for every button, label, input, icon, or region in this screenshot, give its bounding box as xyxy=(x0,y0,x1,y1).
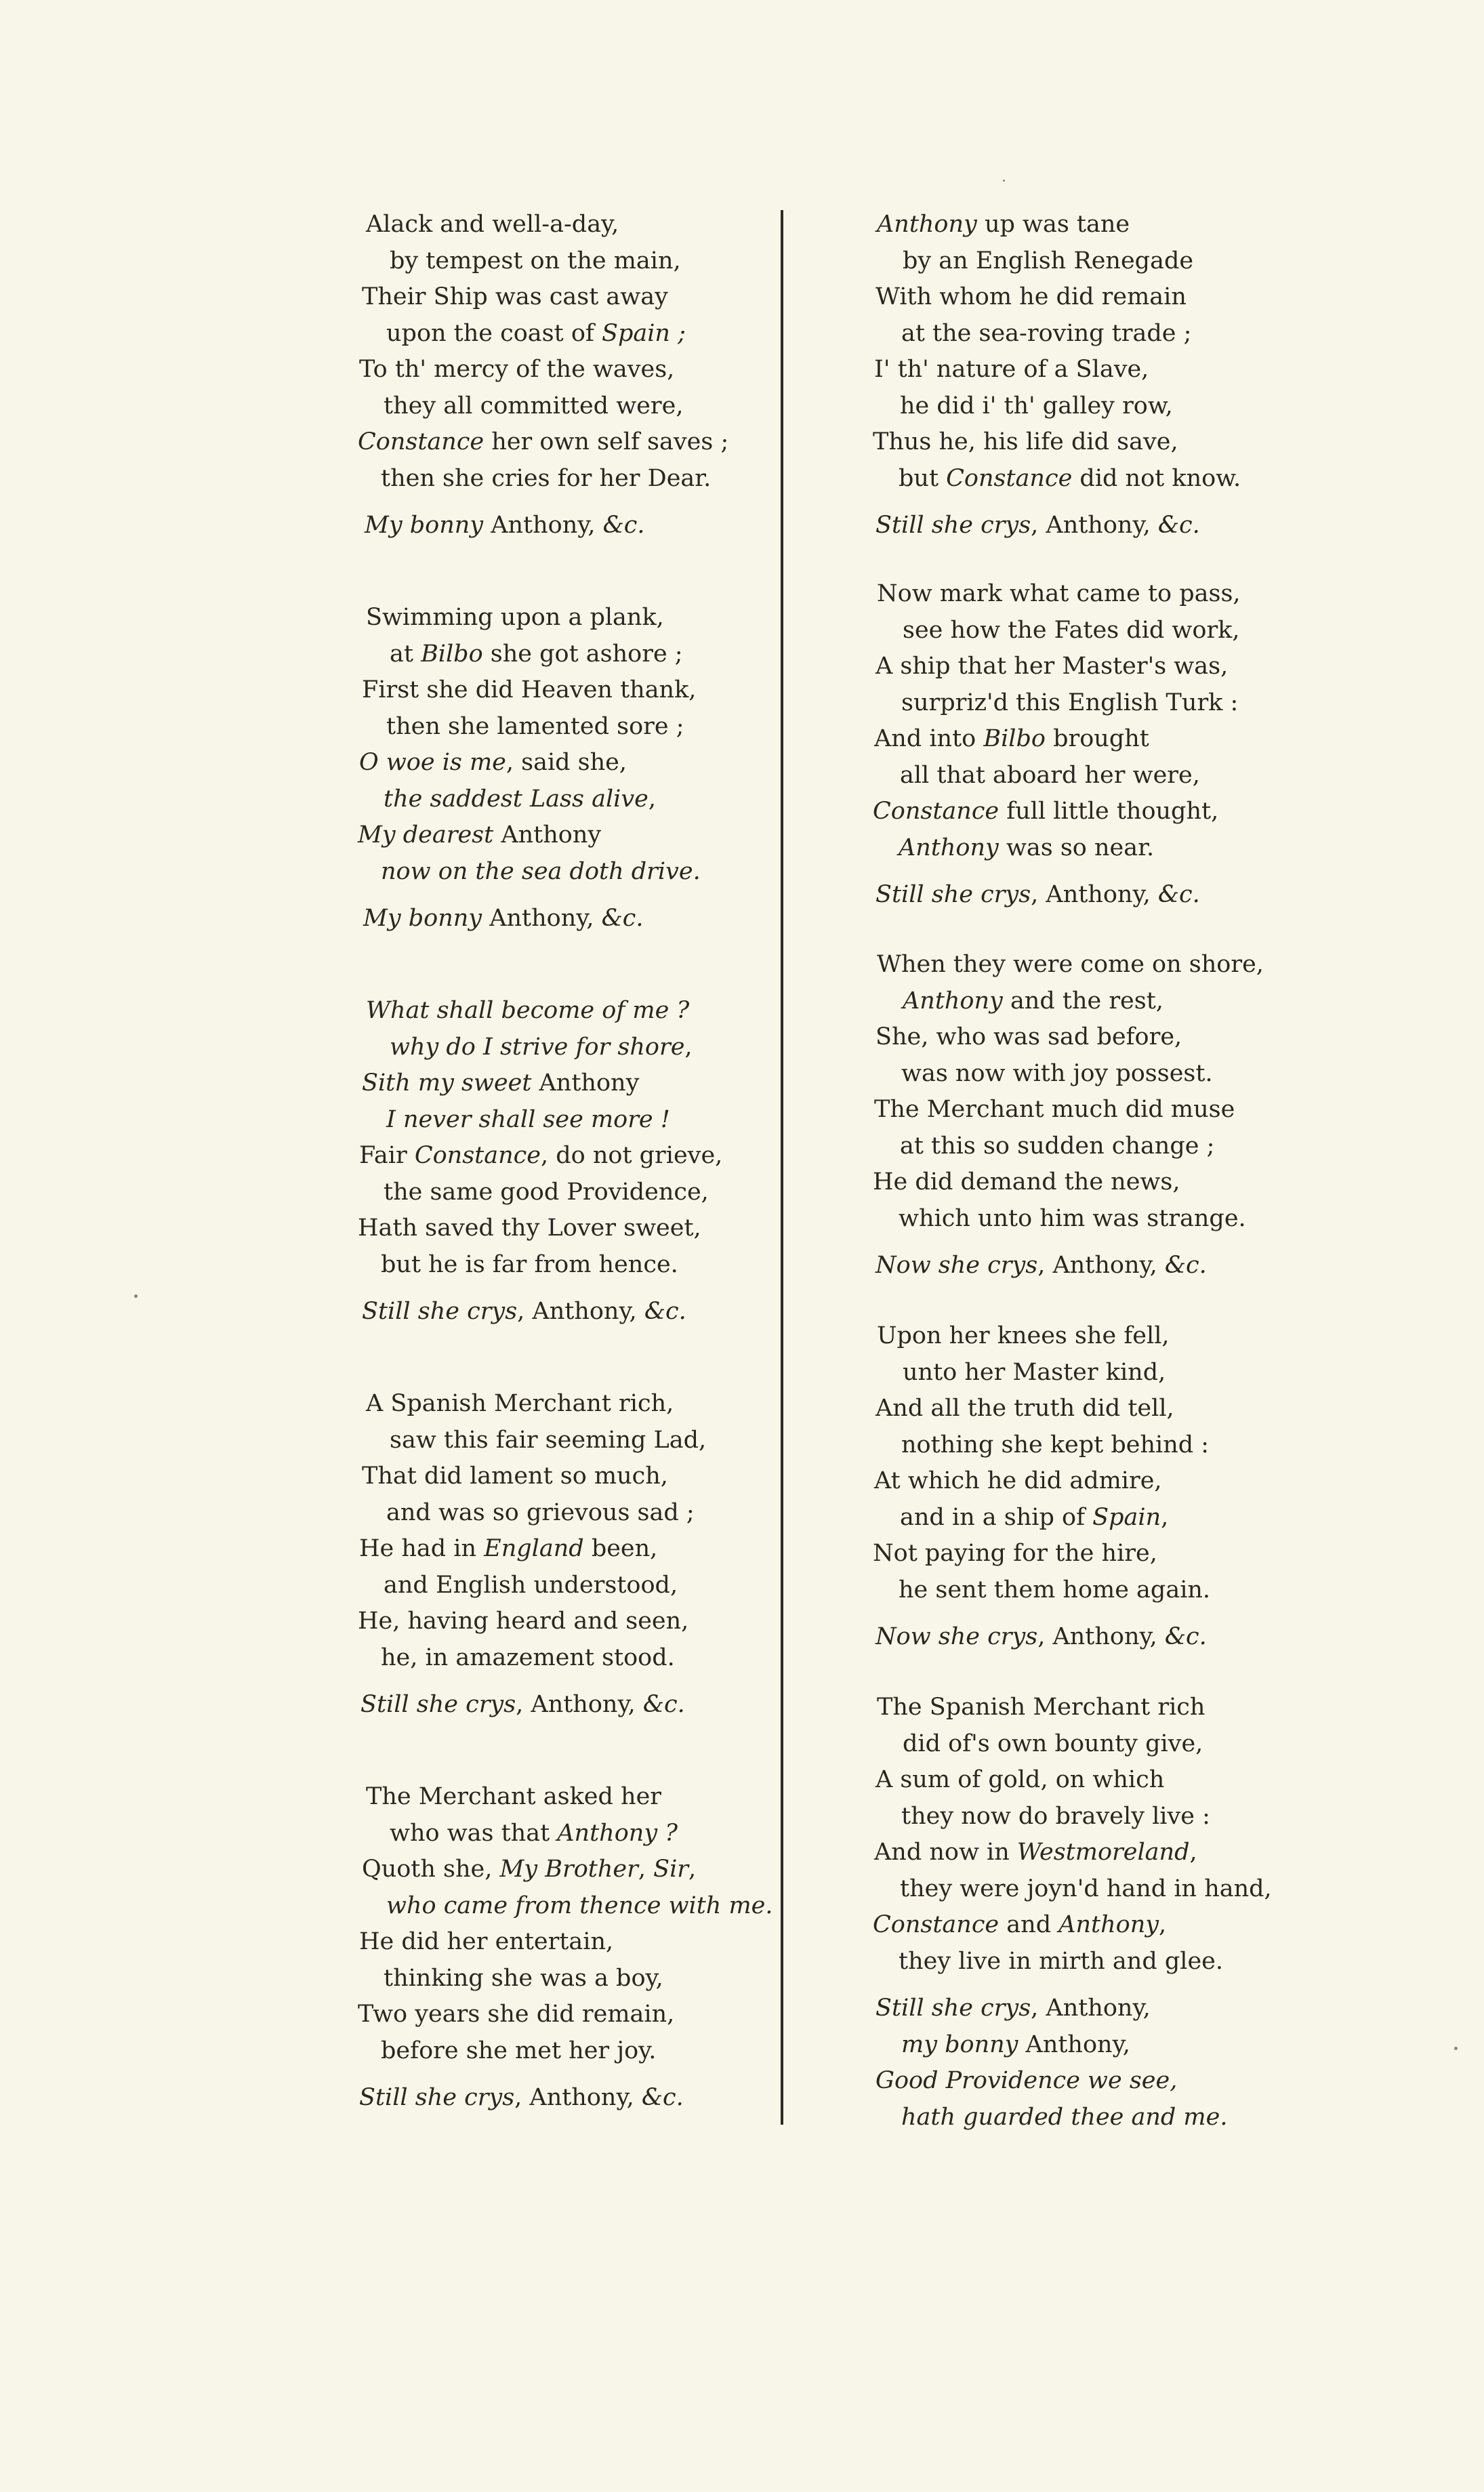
verse-line xyxy=(869,1572,1210,1609)
verse-line xyxy=(869,576,1241,613)
verse-text: Thus he, his life did save, xyxy=(873,428,1178,455)
italic-text: Still she crys xyxy=(875,512,1031,539)
italic-text: Anthony xyxy=(899,834,999,861)
verse-line xyxy=(358,1210,722,1247)
verse-line xyxy=(869,947,1264,983)
verse-text: And into xyxy=(874,725,984,752)
verse-text: but he is far from hence. xyxy=(381,1250,678,1278)
verse-line xyxy=(869,1092,1264,1128)
verse-line xyxy=(358,1961,772,1997)
verse-text: He, having heard and seen, xyxy=(358,1608,689,1635)
verse-line xyxy=(869,207,1241,243)
italic-text: Constance xyxy=(414,1142,541,1169)
verse-text: First she did Heaven thank, xyxy=(362,676,697,703)
italic-text: Spain xyxy=(1092,1503,1161,1531)
italic-text: Anthony xyxy=(877,211,977,238)
verse-line xyxy=(869,1463,1210,1500)
verse-line xyxy=(869,613,1241,649)
verse-text: and xyxy=(999,1911,1059,1938)
verse-line xyxy=(869,1427,1210,1464)
verse-line xyxy=(358,1174,722,1211)
verse-line xyxy=(869,243,1241,280)
verse-text: unto her Master kind, xyxy=(903,1358,1166,1386)
verse-line xyxy=(869,758,1241,794)
verse-line xyxy=(869,794,1241,830)
italic-text: My Brother xyxy=(499,1856,638,1883)
verse-text: The Merchant asked her xyxy=(366,1783,662,1810)
verse-line xyxy=(869,1164,1264,1201)
verse-text: Two years she did remain, xyxy=(358,2001,675,2028)
italic-text: My bonny xyxy=(363,905,482,932)
verse-text: , xyxy=(1161,1503,1169,1531)
italic-text: Still she crys xyxy=(360,1691,516,1718)
refrain-line xyxy=(869,877,1241,914)
verse-text: they now do bravely live : xyxy=(901,1802,1210,1830)
verse-line xyxy=(869,1871,1272,1908)
verse-text: by an English Renegade xyxy=(903,247,1194,274)
verse-line xyxy=(869,1907,1272,1944)
stanza xyxy=(869,1318,1210,1656)
verse-line xyxy=(358,1029,722,1066)
verse-line xyxy=(358,1604,706,1640)
verse-line xyxy=(869,1690,1272,1726)
verse-line xyxy=(869,424,1241,461)
verse-line xyxy=(358,672,701,709)
verse-line xyxy=(358,709,701,745)
italic-text: O woe is me xyxy=(359,749,506,776)
italic-text: Sith my sweet xyxy=(362,1069,532,1097)
verse-text: the same good Providence, xyxy=(384,1178,709,1206)
verse-line xyxy=(869,1201,1264,1238)
verse-line xyxy=(358,1495,706,1532)
verse-text: saw this fair seeming Lad, xyxy=(390,1426,707,1454)
verse-line xyxy=(869,1500,1210,1536)
verse-line xyxy=(869,1799,1272,1835)
verse-text: who was that xyxy=(390,1819,558,1847)
refrain-line xyxy=(869,2100,1272,2136)
verse-line xyxy=(358,1102,722,1139)
italic-text: Anthony xyxy=(903,987,1003,1015)
italic-text: my bonny xyxy=(901,2030,1018,2058)
verse-text: That did lament so much, xyxy=(362,1463,668,1490)
verse-line xyxy=(358,1888,772,1925)
paper-speck xyxy=(134,1294,138,1298)
verse-text: , do not grieve, xyxy=(540,1142,723,1169)
verse-text: Anthony, xyxy=(483,512,603,539)
verse-text: he did i' th' galley row, xyxy=(900,392,1173,420)
stanza xyxy=(358,207,728,544)
italic-text: &c. xyxy=(641,2084,684,2111)
verse-line xyxy=(358,636,701,673)
verse-text: He did demand the news, xyxy=(873,1168,1180,1196)
verse-line xyxy=(358,1568,706,1604)
italic-text: &c. xyxy=(644,1298,686,1325)
refrain-line xyxy=(358,1294,722,1330)
verse-text: nothing she kept behind : xyxy=(901,1431,1210,1458)
verse-text: and the rest, xyxy=(1002,987,1163,1015)
stanza xyxy=(869,576,1241,914)
verse-line xyxy=(358,1065,722,1102)
column-divider xyxy=(781,210,783,2125)
verse-line xyxy=(869,1944,1272,1980)
stanza xyxy=(358,993,722,1330)
paper-speck xyxy=(1003,180,1005,182)
italic-text: the saddest Lass alive xyxy=(384,785,648,813)
stanza xyxy=(358,1386,706,1723)
verse-text: brought xyxy=(1045,725,1149,752)
verse-text: , xyxy=(1189,1839,1197,1866)
verse-line xyxy=(358,1779,772,1816)
verse-text: , Anthony, xyxy=(1031,512,1158,539)
italic-text: Still she crys xyxy=(875,881,1031,908)
verse-text: , xyxy=(684,1033,693,1061)
verse-text: , Anthony, xyxy=(517,1298,644,1325)
verse-line xyxy=(358,352,728,388)
verse-text: Anthony, xyxy=(1018,2030,1130,2058)
verse-text: , Anthony, xyxy=(516,1691,643,1718)
verse-line xyxy=(358,1640,706,1677)
stanza xyxy=(869,947,1264,1284)
verse-text: did of's own bounty give, xyxy=(903,1730,1203,1757)
verse-text: then she cries for her Dear. xyxy=(381,464,712,492)
verse-text: Alack and well-a-day, xyxy=(366,211,619,238)
verse-line xyxy=(358,207,728,243)
verse-text: all that aboard her were, xyxy=(900,761,1200,789)
italic-text: Constance xyxy=(358,428,485,455)
verse-text: Not paying for the hire, xyxy=(873,1540,1157,1567)
italic-text: Bilbo xyxy=(421,640,483,668)
verse-text: by tempest on the main, xyxy=(390,247,681,274)
verse-text: , xyxy=(648,785,656,813)
verse-text: he, in amazement stood. xyxy=(381,1643,675,1671)
verse-line xyxy=(358,243,728,280)
verse-text: was now with joy possest. xyxy=(901,1059,1213,1087)
verse-line xyxy=(358,1247,722,1284)
italic-text: why do I strive for shore xyxy=(390,1033,685,1061)
verse-line xyxy=(358,600,701,636)
verse-text: Now mark what came to pass, xyxy=(877,580,1241,607)
verse-text: her own self saves ; xyxy=(484,428,729,455)
verse-line xyxy=(869,279,1241,316)
verse-text: , xyxy=(1159,1911,1167,1938)
refrain-line xyxy=(869,508,1241,544)
verse-text: she got ashore ; xyxy=(482,640,683,668)
verse-text: Anthony xyxy=(493,821,602,849)
verse-text: they live in mirth and glee. xyxy=(899,1947,1224,1975)
verse-text: And now in xyxy=(874,1839,1017,1866)
verse-line xyxy=(869,685,1241,722)
verse-text: Fair xyxy=(359,1142,415,1169)
refrain-line xyxy=(869,1990,1272,2027)
verse-text: and in a ship of xyxy=(900,1503,1093,1531)
italic-text: Constance xyxy=(946,464,1073,492)
verse-text: before she met her joy. xyxy=(381,2037,657,2064)
verse-line xyxy=(358,1816,772,1852)
verse-line xyxy=(869,1536,1210,1572)
italic-text: &c. xyxy=(1164,1623,1207,1650)
italic-text: &c. xyxy=(642,1691,685,1718)
refrain-line xyxy=(358,1687,706,1723)
verse-line xyxy=(358,316,728,352)
verse-text: but xyxy=(899,464,947,492)
stanza xyxy=(869,1690,1272,2136)
verse-text: Anthony, xyxy=(482,905,602,932)
verse-line xyxy=(358,461,728,497)
italic-text: I never shall see more ! xyxy=(386,1105,670,1133)
italic-text: &c. xyxy=(1157,881,1200,908)
italic-text: &c. xyxy=(1157,512,1200,539)
verse-line xyxy=(869,1391,1210,1427)
verse-line xyxy=(869,1762,1272,1799)
verse-text: Upon her knees she fell, xyxy=(877,1322,1170,1349)
verse-text: Quoth she, xyxy=(362,1856,500,1883)
italic-text: Bilbo xyxy=(983,725,1046,752)
verse-text: When they were come on shore, xyxy=(877,951,1264,978)
italic-text: Anthony xyxy=(1058,1911,1159,1938)
verse-text: The Merchant much did muse xyxy=(874,1096,1235,1123)
italic-text: now on the sea doth drive. xyxy=(381,857,701,885)
verse-line xyxy=(358,854,701,891)
verse-line xyxy=(358,279,728,316)
verse-text: A sum of gold, on which xyxy=(875,1766,1165,1793)
stanza xyxy=(358,1779,772,2117)
verse-text: was so near. xyxy=(998,834,1155,861)
verse-text: they were joyn'd hand in hand, xyxy=(900,1875,1272,1902)
verse-text: and was so grievous sad ; xyxy=(386,1498,695,1526)
italic-text: hath guarded thee and me. xyxy=(901,2103,1228,2131)
verse-text: To th' mercy of the waves, xyxy=(359,356,675,383)
italic-text: Constance xyxy=(873,798,999,825)
italic-text: Westmoreland xyxy=(1016,1839,1190,1866)
verse-text: up was tane xyxy=(976,211,1130,238)
italic-text: Anthony ? xyxy=(557,1819,678,1847)
verse-text: The Spanish Merchant rich xyxy=(877,1694,1205,1721)
refrain-line xyxy=(869,1248,1264,1284)
verse-text: Hath saved thy Lover sweet, xyxy=(358,1214,701,1242)
verse-text: then she lamented sore ; xyxy=(386,712,684,740)
italic-text: Now she crys xyxy=(875,1623,1038,1650)
verse-line xyxy=(358,781,701,818)
verse-line xyxy=(869,1056,1264,1092)
verse-line xyxy=(869,1128,1264,1165)
verse-line xyxy=(869,461,1241,497)
verse-text: A Spanish Merchant rich, xyxy=(366,1390,674,1417)
verse-line xyxy=(869,388,1241,425)
verse-line xyxy=(358,424,728,461)
refrain-line xyxy=(869,2063,1272,2100)
verse-text: , Anthony, xyxy=(1037,1623,1165,1650)
verse-text: they all committed were, xyxy=(384,392,684,420)
verse-line xyxy=(869,1355,1210,1391)
stanza xyxy=(358,600,701,937)
verse-line xyxy=(358,745,701,781)
verse-text: and English understood, xyxy=(384,1571,678,1599)
italic-text: Still she crys xyxy=(359,2084,515,2111)
verse-text: which unto him was strange. xyxy=(899,1204,1246,1232)
refrain-line xyxy=(358,508,728,544)
verse-line xyxy=(358,2033,772,2070)
verse-text: , said she, xyxy=(506,749,627,776)
verse-text: , xyxy=(638,1856,654,1883)
italic-text: My bonny xyxy=(365,512,484,539)
italic-text: England xyxy=(484,1535,584,1562)
verse-line xyxy=(869,1726,1272,1763)
italic-text: My dearest xyxy=(358,821,494,849)
verse-text: , Anthony, xyxy=(1031,1995,1151,2022)
verse-text: And all the truth did tell, xyxy=(875,1395,1174,1422)
refrain-line xyxy=(358,901,701,937)
verse-line xyxy=(358,1924,772,1961)
verse-text: With whom he did remain xyxy=(875,283,1187,310)
verse-line xyxy=(358,1997,772,2033)
verse-line xyxy=(358,993,722,1029)
italic-text: Still she crys xyxy=(875,1995,1031,2022)
refrain-line xyxy=(869,2027,1272,2064)
verse-text: been, xyxy=(583,1535,658,1562)
verse-line xyxy=(358,1852,772,1888)
verse-line xyxy=(358,1386,706,1423)
refrain-line xyxy=(869,1619,1210,1656)
italic-text: who came from thence with me. xyxy=(386,1892,773,1919)
verse-line xyxy=(358,1138,722,1174)
verse-line xyxy=(358,1423,706,1459)
italic-text: Good Providence we see, xyxy=(875,2067,1178,2094)
verse-text: thinking she was a boy, xyxy=(384,1964,663,1992)
verse-line xyxy=(869,1835,1272,1871)
verse-text: He did her entertain, xyxy=(359,1928,614,1955)
verse-line xyxy=(358,388,728,425)
verse-text: He had in xyxy=(359,1535,485,1562)
verse-text: did not know. xyxy=(1072,464,1241,492)
italic-text: &c. xyxy=(601,905,644,932)
verse-line xyxy=(869,649,1241,685)
italic-text: Sir xyxy=(653,1856,688,1883)
stanza xyxy=(869,207,1241,544)
verse-line xyxy=(869,1318,1210,1355)
verse-text: Swimming upon a plank, xyxy=(366,604,664,631)
verse-line xyxy=(358,817,701,854)
verse-line xyxy=(869,316,1241,352)
verse-text: full little thought, xyxy=(999,798,1219,825)
verse-text: see how the Fates did work, xyxy=(903,616,1240,644)
verse-text: , Anthony, xyxy=(1037,1252,1165,1279)
italic-text: Spain ; xyxy=(601,319,686,347)
verse-text: , Anthony, xyxy=(1031,881,1158,908)
verse-text: A ship that her Master's was, xyxy=(875,653,1229,680)
verse-text: at this so sudden change ; xyxy=(900,1132,1215,1160)
verse-text: , xyxy=(688,1856,697,1883)
verse-text: At which he did admire, xyxy=(874,1467,1162,1494)
verse-text: Anthony xyxy=(531,1069,640,1097)
verse-text: he sent them home again. xyxy=(899,1576,1211,1604)
verse-line xyxy=(869,721,1241,758)
verse-line xyxy=(869,352,1241,388)
verse-line xyxy=(869,983,1264,1020)
italic-text: &c. xyxy=(1164,1252,1207,1279)
verse-text: , Anthony, xyxy=(514,2084,642,2111)
italic-text: Constance xyxy=(873,1911,999,1938)
verse-text: I' th' nature of a Slave, xyxy=(874,356,1149,383)
verse-text: Their Ship was cast away xyxy=(362,283,668,310)
verse-text: at xyxy=(390,640,421,668)
italic-text: &c. xyxy=(602,512,645,539)
verse-text: at the sea-roving trade ; xyxy=(901,319,1192,347)
refrain-line xyxy=(358,2080,772,2117)
italic-text: What shall become of me ? xyxy=(366,997,690,1024)
verse-line xyxy=(358,1531,706,1568)
verse-line xyxy=(869,830,1241,867)
verse-text: She, who was sad before, xyxy=(875,1023,1182,1050)
italic-text: Still she crys xyxy=(362,1298,518,1325)
verse-text: surpriz'd this English Turk : xyxy=(901,689,1239,716)
paper-speck xyxy=(1454,2047,1458,2050)
verse-text: upon the coast of xyxy=(386,319,602,347)
italic-text: Now she crys xyxy=(875,1252,1038,1279)
verse-line xyxy=(358,1458,706,1495)
verse-line xyxy=(869,1019,1264,1056)
